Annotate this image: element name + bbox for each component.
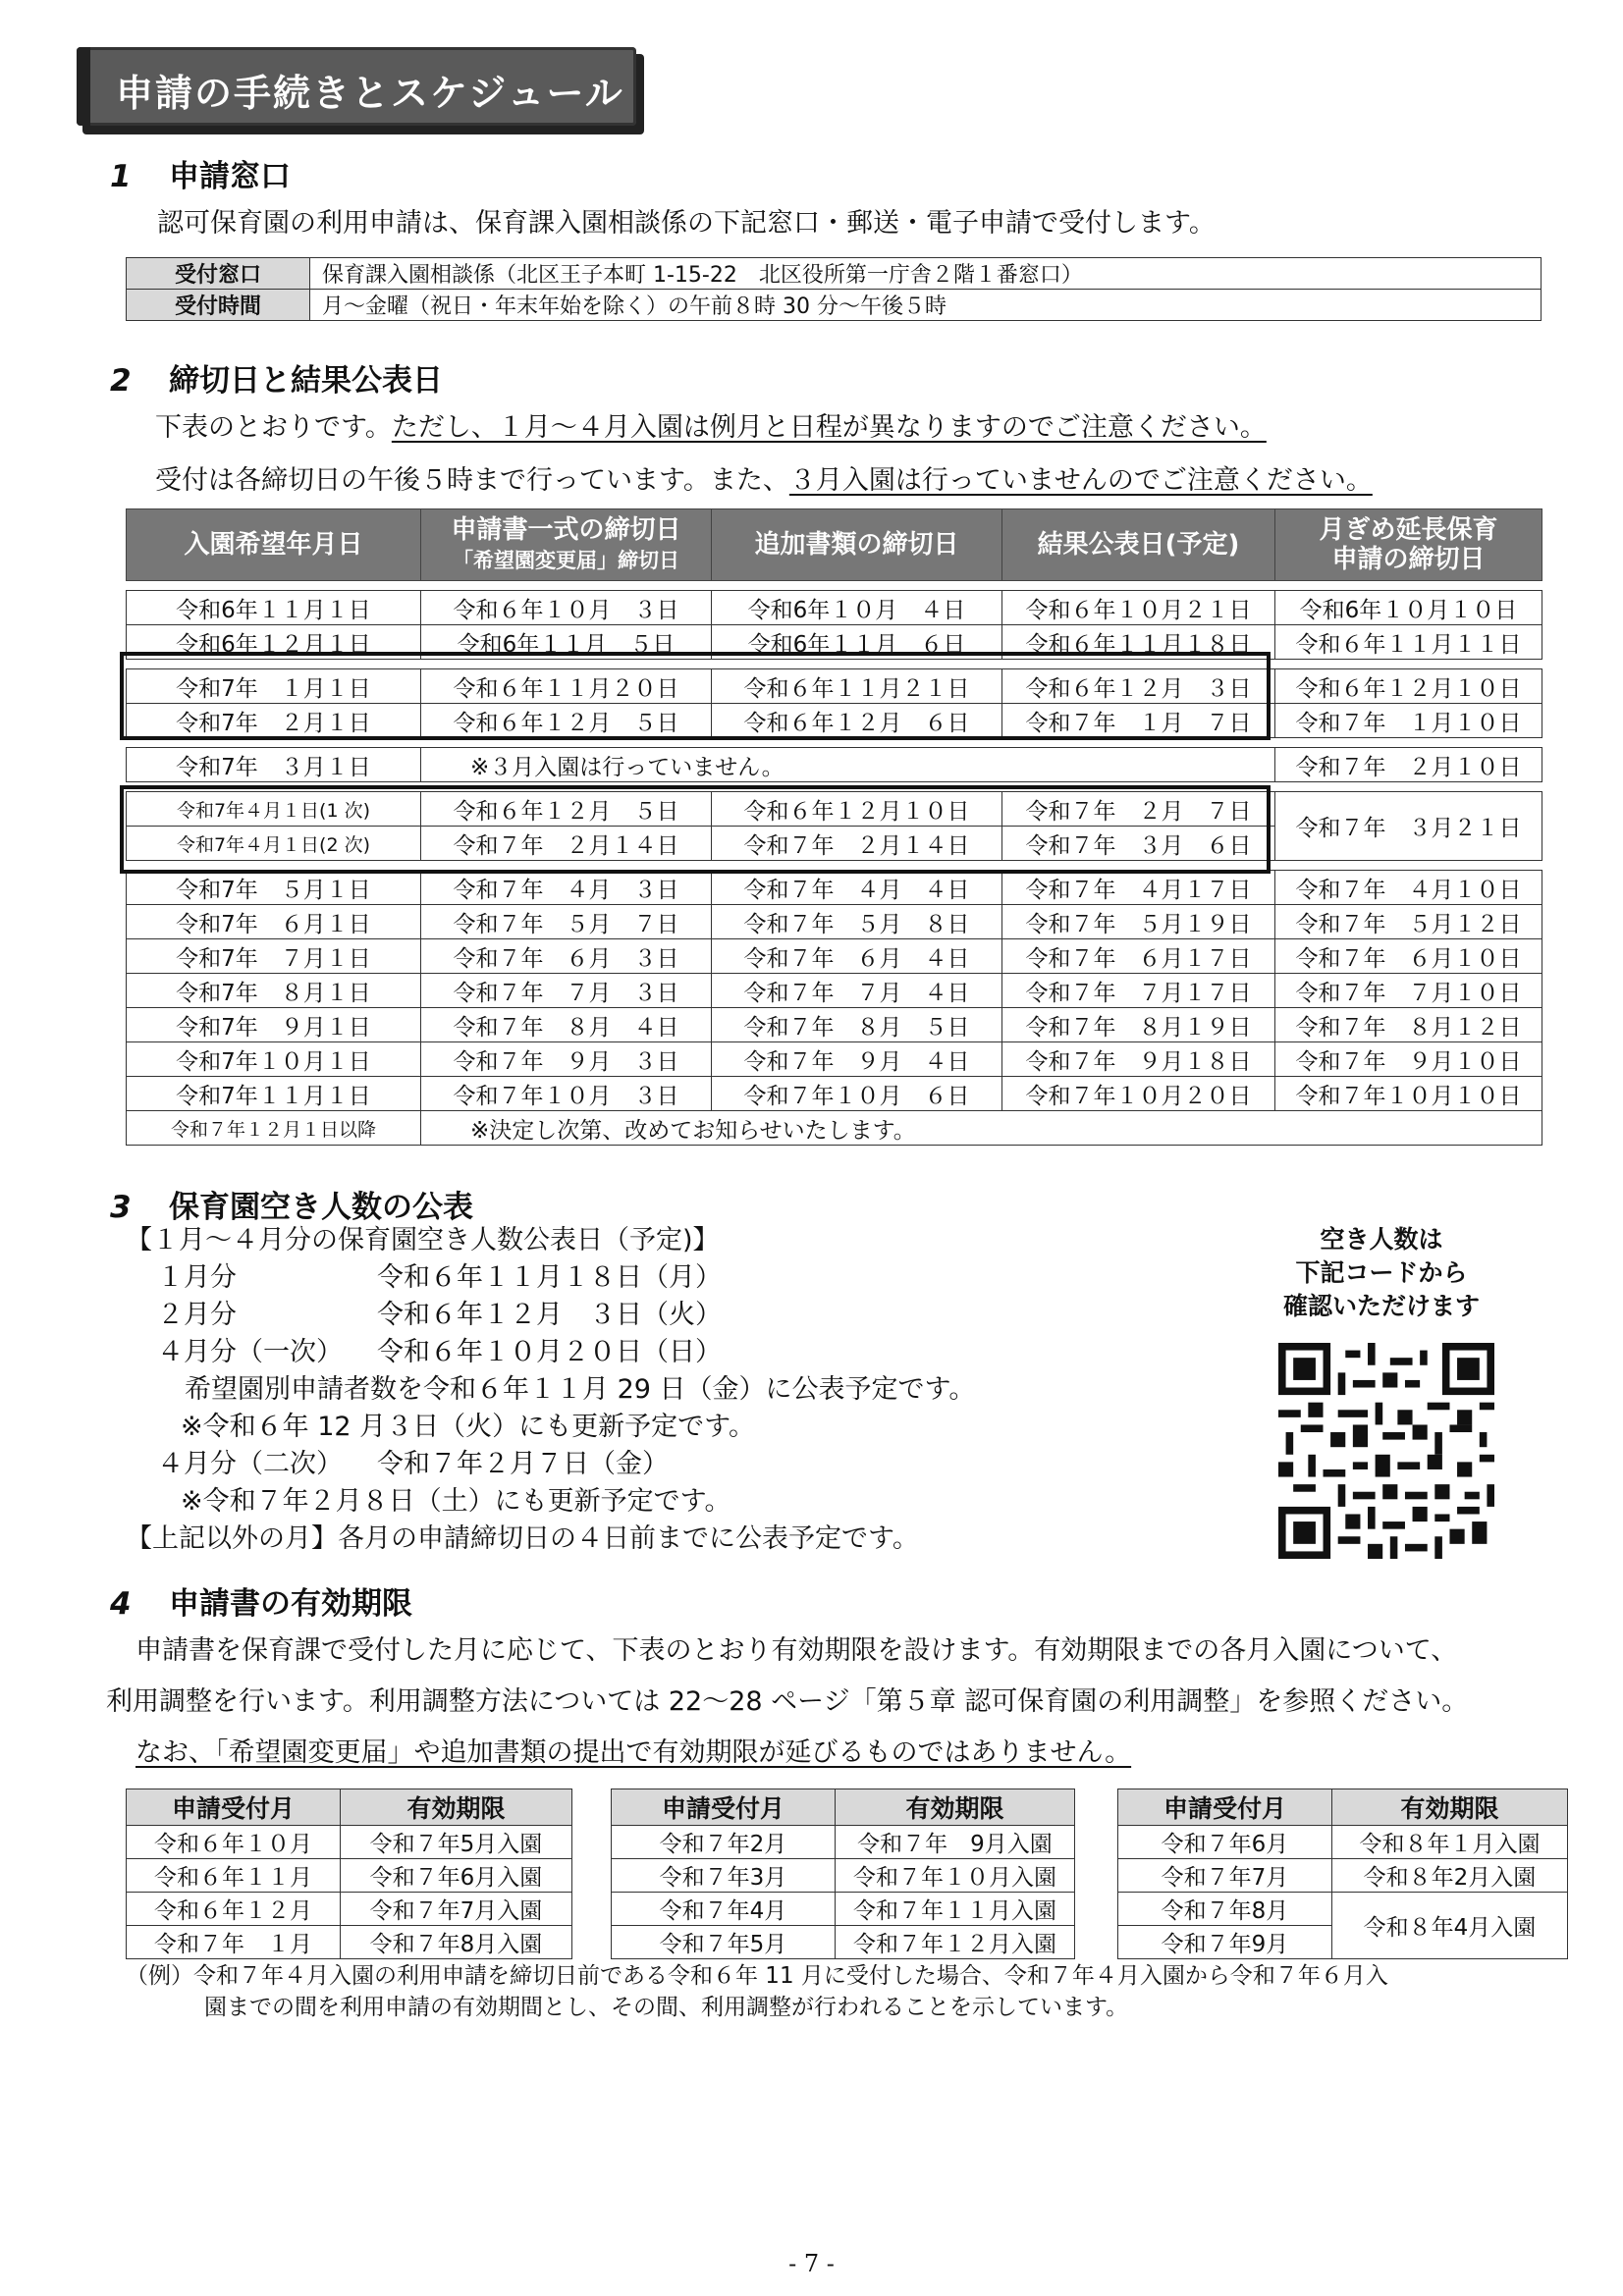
cell: 令和７年 ３月 ６日 <box>1002 827 1275 861</box>
cell: 令和７年6月 <box>1118 1826 1332 1859</box>
vacancy-month: ４月分（一次） <box>157 1337 343 1367</box>
banner-accent <box>77 47 90 126</box>
section-1-intro: 認可保育園の利用申請は、保育課入園相談係の下記窓口・郵送・電子申請で受付します。 <box>157 208 1216 239</box>
hours-value: 月～金曜（祝日・年末年始を除く）の午前８時 30 分～午後５時 <box>310 290 1542 321</box>
header-application-line1: 申請書一式の締切日 <box>451 514 681 545</box>
cell: 令和７年１１月入園 <box>836 1893 1075 1926</box>
cell: 令和７年 ９月 ４日 <box>712 1042 1002 1077</box>
window-table <box>126 257 1542 321</box>
cell: 令和７年3月 <box>612 1859 836 1893</box>
table-row <box>612 1893 1075 1926</box>
cell: 令和6年１１月 ５日 <box>421 625 712 660</box>
cell: 令和7年 ５月１日 <box>127 871 421 905</box>
validity-table-2 <box>611 1789 1075 1959</box>
qr-caption-line: 確認いただけます <box>1282 1292 1480 1320</box>
vacancy-month: １月分 <box>157 1262 237 1293</box>
cell: 令和６年１１月２０日 <box>421 669 712 704</box>
cell: 令和７年１０月入園 <box>836 1859 1075 1893</box>
vacancy-date: 令和６年１１月１８日（月） <box>377 1262 722 1293</box>
cell: 令和６年１０月 ３日 <box>421 591 712 625</box>
section-3-number: 3 <box>110 1190 132 1225</box>
section-2-line-1 <box>155 408 1267 448</box>
cell: 令和7年 ３月１日 <box>127 748 421 782</box>
header-application-line2: 「希望園変更届」締切日 <box>453 548 679 572</box>
section-2-title <box>110 355 443 400</box>
table-row <box>127 290 1542 321</box>
cell: 令和７年１０月 ６日 <box>712 1077 1002 1111</box>
cell: 令和７年 ９月１０日 <box>1275 1042 1542 1077</box>
header-extended-line1: 月ぎめ延長保育 <box>1319 515 1498 545</box>
cell: 令和７年 9月入園 <box>836 1826 1075 1859</box>
cell: 令和７年4月 <box>612 1893 836 1926</box>
table-row <box>1118 1893 1568 1926</box>
cell: 令和６年１１月 <box>127 1859 341 1893</box>
header-extended-care <box>1275 509 1542 581</box>
cell: 令和7年 １月１日 <box>127 669 421 704</box>
qr-caption <box>1239 1223 1524 1323</box>
table-row <box>127 1077 1542 1111</box>
qr-code-icon[interactable] <box>1278 1343 1494 1559</box>
cell: 令和７年 ８月１２日 <box>1275 1008 1542 1042</box>
highlight-box-april <box>120 785 1271 874</box>
section-4-heading: 申請書の有効期限 <box>169 1586 412 1622</box>
cell: 令和7年 ７月１日 <box>127 939 421 974</box>
vacancy-apr-1 <box>157 1333 722 1372</box>
validity-table-3 <box>1117 1789 1568 1959</box>
vacancy-month: ４月分（二次） <box>157 1449 343 1479</box>
table-row-last <box>127 1111 1542 1146</box>
cell: 令和７年9月 <box>1118 1926 1332 1959</box>
hours-label: 受付時間 <box>127 290 310 321</box>
cell: 令和6年１０月 ４日 <box>712 591 1002 625</box>
spacer-row <box>127 581 1542 591</box>
vacancy-jan <box>157 1258 722 1298</box>
cell: 令和７年5月入園 <box>341 1826 572 1859</box>
table-row <box>127 1042 1542 1077</box>
cell: 令和７年 ４月 ４日 <box>712 871 1002 905</box>
validity-header-month: 申請受付月 <box>1118 1789 1332 1826</box>
reception-note-text: 受付は各締切日の午後５時まで行っています。また、 <box>155 465 789 496</box>
page-number: - 7 - <box>788 2250 835 2277</box>
validity-paragraph-1: 申請書を保育課で受付した月に応じて、下表のとおり有効期限を設けます。有効期限までの各月入園について、 <box>135 1635 1458 1666</box>
cell: 令和７年 ２月１４日 <box>712 827 1002 861</box>
cell: 令和７年 ７月 ３日 <box>421 974 712 1008</box>
validity-header-month: 申請受付月 <box>612 1789 836 1826</box>
cell: 令和７年8月入園 <box>341 1926 572 1959</box>
vacancy-apr-2 <box>157 1445 669 1484</box>
cell: 令和7年１１月１日 <box>127 1077 421 1111</box>
validity-paragraph-2: 利用調整を行います。利用調整方法については 22～28 ページ「第５章 認可保育園の利用調整」を参照ください。 <box>106 1686 1469 1717</box>
header-additional-docs: 追加書類の締切日 <box>712 509 1002 581</box>
cell: 令和７年 ５月 ７日 <box>421 905 712 939</box>
cell: 令和８年2月入園 <box>1332 1859 1568 1893</box>
cell: 令和７年 ２月 ７日 <box>1002 792 1275 827</box>
cell: 令和６年１１月１１日 <box>1275 625 1542 660</box>
header-entry-date: 入園希望年月日 <box>127 509 421 581</box>
cell: 令和６年１０月２１日 <box>1002 591 1275 625</box>
table-row <box>612 1859 1075 1893</box>
example-line-1: （例）令和７年４月入園の利用申請を締切日前である令和６年 11 月に受付した場合、令和７年４月入園から令和７年６月入 <box>126 1963 1388 1989</box>
table-row <box>127 1859 572 1893</box>
cell: 令和７年１２月入園 <box>836 1926 1075 1959</box>
table-row <box>127 1008 1542 1042</box>
vacancy-note-1: 希望園別申請者数を令和６年１１月 29 日（金）に公表予定です。 <box>185 1374 976 1405</box>
deadline-warning: ただし、１月～４月入園は例月と日程が異なりますのでご注意ください。 <box>391 412 1267 443</box>
table-row <box>127 258 1542 290</box>
cell: 令和７年１２月１日以降 <box>127 1111 421 1146</box>
header-application-deadline <box>421 509 712 581</box>
cell: 令和８年4月入園 <box>1332 1893 1568 1959</box>
cell: 令和7年４月１日(2 次) <box>127 827 421 861</box>
cell: 令和８年１月入園 <box>1332 1826 1568 1859</box>
cell: 令和６年１１月２１日 <box>712 669 1002 704</box>
cell: 令和７年 ６月 ４日 <box>712 939 1002 974</box>
section-1-heading: 申請窓口 <box>169 159 291 194</box>
window-value: 保育課入園相談係（北区王子本町 1-15-22 北区役所第一庁舎２階１番窓口） <box>310 258 1542 290</box>
cell: 令和6年１１月 ６日 <box>712 625 1002 660</box>
cell: 令和７年 ２月１４日 <box>421 827 712 861</box>
section-1-number: 1 <box>110 159 132 194</box>
cell: 令和７年 ９月１８日 <box>1002 1042 1275 1077</box>
cell: 令和７年7月入園 <box>341 1893 572 1926</box>
vacancy-header: 【１月～４月分の保育園空き人数公表日（予定)】 <box>126 1225 720 1255</box>
cell: 令和６年１２月 <box>127 1893 341 1926</box>
cell: 令和７年 １月 <box>127 1926 341 1959</box>
cell: 令和７年 ５月１２日 <box>1275 905 1542 939</box>
schedule-header-row <box>127 509 1542 581</box>
cell: 令和７年 １月１０日 <box>1275 704 1542 738</box>
table-row <box>127 1826 572 1859</box>
cell: 令和６年１０月 <box>127 1826 341 1859</box>
qr-caption-line: 空き人数は <box>1320 1225 1443 1254</box>
validity-paragraph-3: なお、「希望園変更届」や追加書類の提出で有効期限が延びるものではありません。 <box>135 1737 1132 1768</box>
cell: 令和6年１２月１日 <box>127 625 421 660</box>
cell: 令和7年１０月１日 <box>127 1042 421 1077</box>
vacancy-date: 令和６年１０月２０日（日） <box>377 1337 722 1367</box>
cell: 令和7年 ８月１日 <box>127 974 421 1008</box>
cell: 令和７年 ５月１９日 <box>1002 905 1275 939</box>
example-line-2: 園までの間を利用申請の有効期間とし、その間、利用調整が行われることを示しています。 <box>204 1995 1129 2020</box>
cell: 令和７年 ８月 ４日 <box>421 1008 712 1042</box>
table-row <box>127 905 1542 939</box>
table-row <box>127 1926 572 1959</box>
section-3-title <box>110 1182 473 1226</box>
qr-caption-line: 下記コードから <box>1295 1258 1468 1287</box>
cell: 令和７年 ９月 ３日 <box>421 1042 712 1077</box>
deadline-note-text: 下表のとおりです。 <box>155 412 392 443</box>
vacancy-feb <box>157 1296 722 1335</box>
cell: 令和６年１２月 ３日 <box>1002 669 1275 704</box>
cell: 令和６年１２月 ５日 <box>421 792 712 827</box>
cell: 令和６年１１月１８日 <box>1002 625 1275 660</box>
cell: 令和7年 ９月１日 <box>127 1008 421 1042</box>
validity-header-month: 申請受付月 <box>127 1789 341 1826</box>
cell: 令和７年 ５月 ８日 <box>712 905 1002 939</box>
vacancy-other-months: 【上記以外の月】各月の申請締切日の４日前までに公表予定です。 <box>126 1523 919 1554</box>
validity-header-limit: 有効期限 <box>1332 1789 1568 1826</box>
section-1-title <box>110 151 291 195</box>
vacancy-date: 令和６年１２月 ３日（火） <box>377 1300 722 1330</box>
cell: 令和6年１１月１日 <box>127 591 421 625</box>
cell: 令和６年１２月 ６日 <box>712 704 1002 738</box>
cell: 令和7年 ２月１日 <box>127 704 421 738</box>
cell: 令和７年6月入園 <box>341 1859 572 1893</box>
cell: 令和７年１０月 ３日 <box>421 1077 712 1111</box>
cell: 令和７年１０月１０日 <box>1275 1077 1542 1111</box>
march-warning: ３月入園は行っていませんのでご注意ください。 <box>788 465 1373 496</box>
cell: 令和７年 １月 ７日 <box>1002 704 1275 738</box>
cell: 令和７年 ７月１０日 <box>1275 974 1542 1008</box>
cell: 令和７年 ４月１７日 <box>1002 871 1275 905</box>
section-2-line-2 <box>155 461 1373 501</box>
table-row <box>1118 1859 1568 1893</box>
table-row <box>127 871 1542 905</box>
section-4-number: 4 <box>110 1586 132 1622</box>
cell: 令和6年１０月１０日 <box>1275 591 1542 625</box>
window-label: 受付窓口 <box>127 258 310 290</box>
cell: 令和7年４月１日(1 次) <box>127 792 421 827</box>
cell: 令和７年 ６月１０日 <box>1275 939 1542 974</box>
cell: 令和７年 ６月 ３日 <box>421 939 712 974</box>
cell: 令和６年１２月 ５日 <box>421 704 712 738</box>
table-row-march <box>127 748 1542 782</box>
cell: 令和７年 ２月１０日 <box>1275 748 1542 782</box>
cell: 令和７年8月 <box>1118 1893 1332 1926</box>
highlight-box-jan-feb <box>120 652 1271 740</box>
cell: 令和７年 ８月１９日 <box>1002 1008 1275 1042</box>
cell: 令和７年 ７月１７日 <box>1002 974 1275 1008</box>
cell: 令和7年 ６月１日 <box>127 905 421 939</box>
vacancy-month: ２月分 <box>157 1300 237 1330</box>
table-row <box>612 1926 1075 1959</box>
cell: 令和７年7月 <box>1118 1859 1332 1893</box>
section-2-heading: 締切日と結果公表日 <box>169 363 443 399</box>
table-row <box>127 591 1542 625</box>
validity-header-limit: 有効期限 <box>341 1789 572 1826</box>
table-row <box>1118 1826 1568 1859</box>
april-extended-deadline: 令和７年 ３月２１日 <box>1275 792 1542 861</box>
cell: 令和６年１２月１０日 <box>712 792 1002 827</box>
table-row <box>612 1826 1075 1859</box>
cell: 令和７年5月 <box>612 1926 836 1959</box>
cell: 令和７年 ４月 ３日 <box>421 871 712 905</box>
vacancy-note-2: ※令和６年 12 月３日（火）にも更新予定です。 <box>181 1412 755 1442</box>
section-4-title <box>110 1578 412 1623</box>
table-row <box>127 974 1542 1008</box>
cell: 令和７年 ７月 ４日 <box>712 974 1002 1008</box>
last-note: ※決定し次第、改めてお知らせいたします。 <box>421 1111 1542 1146</box>
header-extended-line2: 申請の締切日 <box>1331 545 1486 574</box>
vacancy-note-3: ※令和７年２月８日（土）にも更新予定です。 <box>181 1486 731 1517</box>
cell: 令和７年2月 <box>612 1826 836 1859</box>
cell: 令和７年 ６月１７日 <box>1002 939 1275 974</box>
cell: 令和７年 ８月 ５日 <box>712 1008 1002 1042</box>
validity-table-1 <box>126 1789 572 1959</box>
section-2-number: 2 <box>110 363 132 399</box>
cell: 令和７年１０月２０日 <box>1002 1077 1275 1111</box>
vacancy-date: 令和７年２月７日（金） <box>377 1449 669 1479</box>
table-row <box>127 1893 572 1926</box>
validity-header-limit: 有効期限 <box>836 1789 1075 1826</box>
header-result-date: 結果公表日(予定) <box>1002 509 1275 581</box>
banner-title: 申請の手続きとスケジュール <box>116 72 624 115</box>
cell: 令和６年１２月１０日 <box>1275 669 1542 704</box>
march-note: ※３月入園は行っていません。 <box>421 748 1275 782</box>
cell: 令和７年 ４月１０日 <box>1275 871 1542 905</box>
section-3-heading: 保育園空き人数の公表 <box>169 1190 473 1225</box>
table-row <box>127 939 1542 974</box>
